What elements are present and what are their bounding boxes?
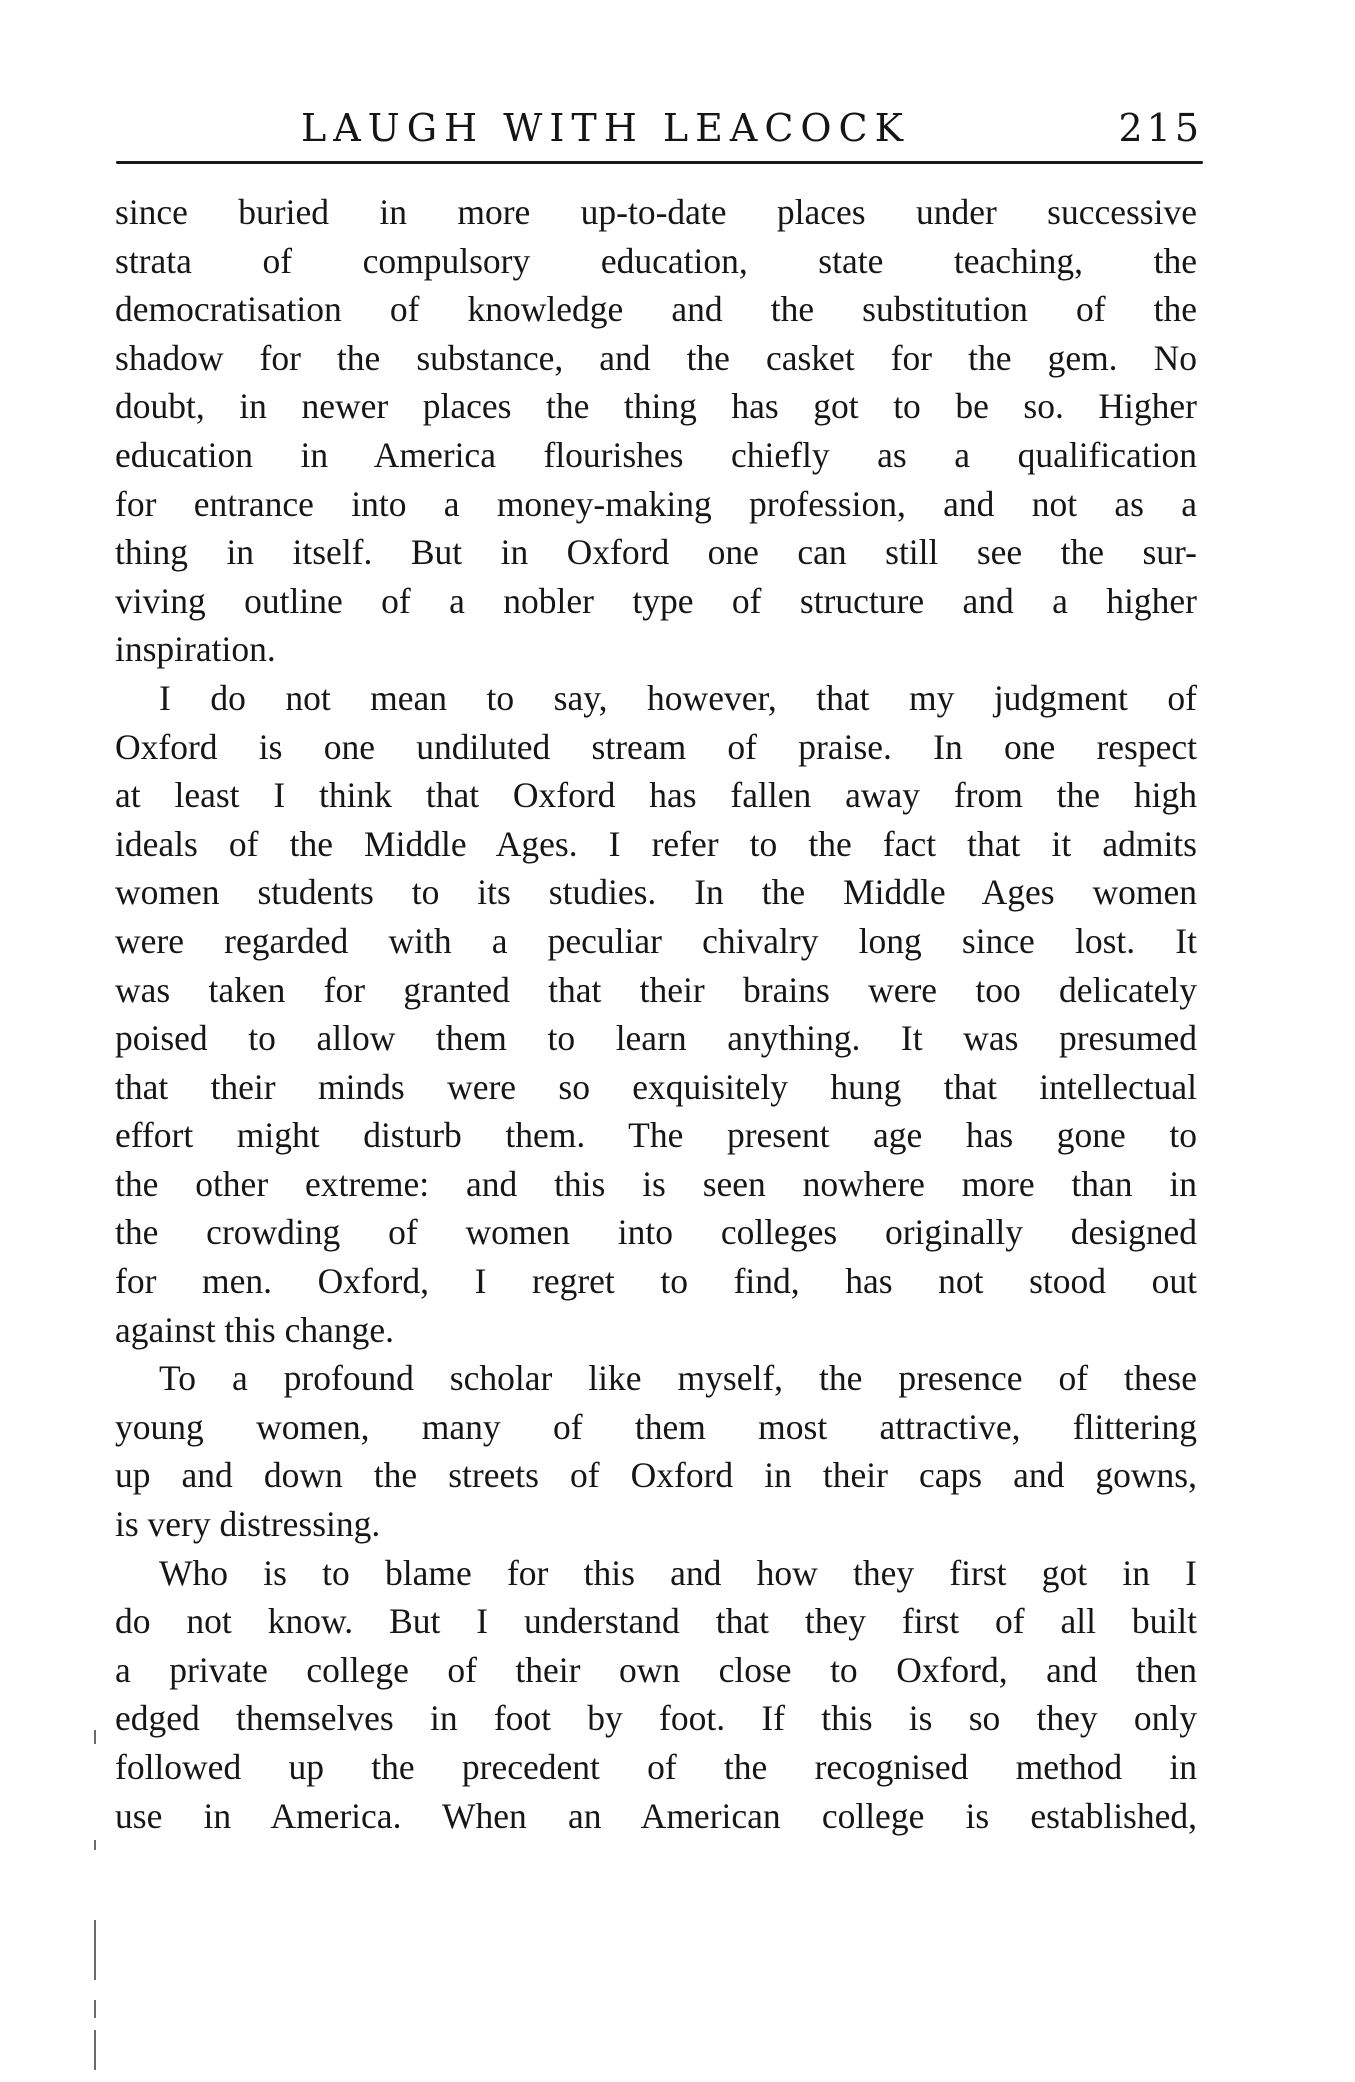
gutter-scan-marks	[94, 1720, 106, 2080]
text-line: edged themselves in foot by foot. If this is so they only	[115, 1698, 1197, 1739]
text-line: was taken for granted that their brains were too delicately	[115, 969, 1197, 1010]
text-line: education in America flourishes chiefly as a qualification	[115, 434, 1197, 475]
gutter-mark	[94, 1840, 96, 1850]
paragraph-start: I do not mean to say, however, that my judgment of	[159, 677, 1197, 718]
text-line: ideals of the Middle Ages. I refer to the fact that it admits	[115, 823, 1197, 864]
text-line: for men. Oxford, I regret to find, has not stood out	[115, 1261, 1197, 1302]
text-line: a private college of their own close to Oxford, and then	[115, 1649, 1197, 1690]
text-line: thing in itself. But in Oxford one can still see the sur-	[115, 532, 1197, 573]
text-line: use in America. When an American college is established,	[115, 1795, 1197, 1836]
text-line: were regarded with a peculiar chivalry long since lost. It	[115, 920, 1197, 961]
page-header	[116, 100, 1203, 164]
gutter-mark	[94, 2000, 96, 2018]
text-line: followed up the precedent of the recognised method in	[115, 1747, 1197, 1787]
text-line: women students to its studies. In the Middle Ages women	[115, 872, 1197, 913]
text-line: effort might disturb them. The present age has gone to	[115, 1115, 1197, 1156]
header-rule	[116, 161, 1203, 164]
text-line: shadow for the substance, and the casket for the gem. No	[115, 337, 1197, 378]
text-line: is very distressing.	[115, 1504, 381, 1545]
text-line: strata of compulsory education, state teaching, the	[115, 240, 1197, 281]
text-line: democratisation of knowledge and the substitution of the	[115, 289, 1197, 330]
text-line: since buried in more up-to-date places under successive	[115, 192, 1197, 232]
text-line: the other extreme: and this is seen nowhere more than in	[115, 1163, 1197, 1204]
text-line: up and down the streets of Oxford in their caps and gowns,	[115, 1455, 1197, 1496]
text-line: at least I think that Oxford has fallen away from the high	[115, 775, 1197, 816]
text-line: poised to allow them to learn anything. It was presumed	[115, 1018, 1197, 1059]
text-line: doubt, in newer places the thing has got to be so. Higher	[115, 386, 1197, 427]
text-line: that their minds were so exquisitely hung that intellectual	[115, 1066, 1197, 1107]
text-line: young women, many of them most attractive, flittering	[115, 1406, 1197, 1447]
running-head: LAUGH WITH LEACOCK	[301, 106, 911, 150]
text-line: for entrance into a money-making profession, and not as a	[115, 483, 1197, 524]
gutter-mark	[94, 1920, 96, 1980]
page-number: 215	[1118, 106, 1203, 150]
text-line: the crowding of women into colleges originally designed	[115, 1212, 1197, 1253]
gutter-mark	[94, 1730, 96, 1744]
body-text	[115, 188, 1197, 1840]
text-line: Oxford is one undiluted stream of praise. In one respect	[115, 726, 1197, 767]
paragraph-start: Who is to blame for this and how they first got in I	[159, 1552, 1197, 1593]
text-line: viving outline of a nobler type of structure and a higher	[115, 580, 1197, 621]
text-line: inspiration.	[115, 629, 276, 670]
paragraph-start: To a profound scholar like myself, the presence of these	[159, 1358, 1197, 1399]
text-line: against this change.	[115, 1309, 394, 1350]
gutter-mark	[94, 2030, 96, 2070]
text-line: do not know. But I understand that they first of all built	[115, 1601, 1197, 1642]
